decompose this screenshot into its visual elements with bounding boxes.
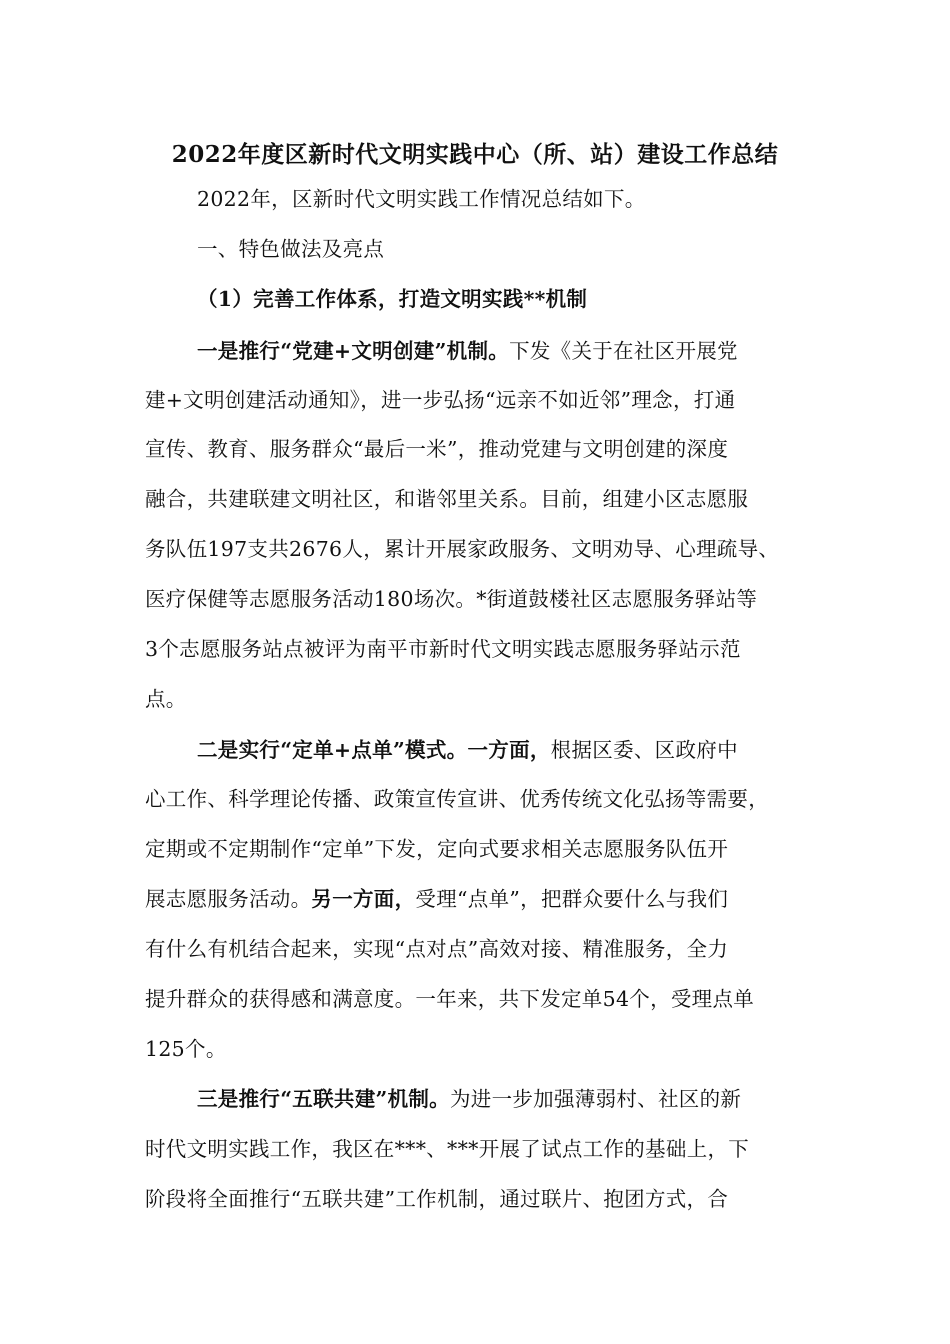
paragraph-text: 根据区委、区政府中 bbox=[550, 738, 738, 762]
paragraph-line: 宣传、教育、服务群众“最后一米”，推动党建与文明创建的深度 bbox=[145, 437, 729, 461]
paragraph-line: 心工作、科学理论传播、政策宣传宣讲、优秀传统文化弘扬等需要， bbox=[145, 787, 769, 811]
paragraph-line bbox=[145, 884, 728, 914]
paragraph-lead: 二是实行“定单+点单”模式。 bbox=[197, 738, 468, 762]
paragraph-emphasis: 另一方面， bbox=[311, 887, 416, 911]
intro-paragraph: 2022年，区新时代文明实践工作情况总结如下。 bbox=[197, 187, 646, 211]
paragraph-lead: 一是推行“党建+文明创建”机制。 bbox=[197, 339, 510, 363]
paragraph-line: 125个。 bbox=[145, 1037, 227, 1061]
paragraph-line: 融合，共建联建文明社区，和谐邻里关系。目前，组建小区志愿服 bbox=[145, 487, 749, 511]
paragraph-text: 下发《关于在社区开展党 bbox=[509, 339, 738, 363]
paragraph-lead: 三是推行“五联共建”机制。 bbox=[197, 1087, 450, 1111]
paragraph-line: 建+文明创建活动通知》，进一步弘扬“远亲不如近邻”理念，打通 bbox=[145, 388, 736, 412]
paragraph-text: 展志愿服务活动。 bbox=[145, 887, 312, 911]
paragraph-line bbox=[197, 735, 738, 765]
paragraph-line: 务队伍197支共2676人，累计开展家政服务、文明劝导、心理疏导、 bbox=[145, 537, 780, 561]
paragraph-line bbox=[197, 1084, 741, 1114]
paragraph-text: 为进一步加强薄弱村、社区的新 bbox=[449, 1087, 742, 1111]
paragraph-line bbox=[197, 336, 738, 366]
paragraph-line: 点。 bbox=[145, 687, 187, 711]
paragraph-line: 提升群众的获得感和满意度。一年来，共下发定单54个，受理点单 bbox=[145, 987, 755, 1011]
paragraph-line: 定期或不定期制作“定单”下发，定向式要求相关志愿服务队伍开 bbox=[145, 837, 729, 861]
paragraph-lead-secondary: 一方面， bbox=[467, 738, 551, 762]
section-heading: 一、特色做法及亮点 bbox=[197, 237, 385, 261]
document-title: 2022年度区新时代文明实践中心（所、站）建设工作总结 bbox=[171, 141, 779, 168]
paragraph-line: 阶段将全面推行“五联共建”工作机制，通过联片、抱团方式，合 bbox=[145, 1187, 729, 1211]
subsection-heading: （1）完善工作体系，打造文明实践**机制 bbox=[197, 287, 588, 311]
paragraph-line: 3个志愿服务站点被评为南平市新时代文明实践志愿服务驿站示范 bbox=[145, 637, 741, 661]
paragraph-line: 时代文明实践工作，我区在***、***开展了试点工作的基础上，下 bbox=[145, 1137, 750, 1161]
paragraph-line: 医疗保健等志愿服务活动180场次。*街道鼓楼社区志愿服务驿站等 bbox=[145, 587, 758, 611]
paragraph-text: 受理“点单”，把群众要什么与我们 bbox=[415, 887, 729, 911]
paragraph-line: 有什么有机结合起来，实现“点对点”高效对接、精准服务，全力 bbox=[145, 937, 729, 961]
